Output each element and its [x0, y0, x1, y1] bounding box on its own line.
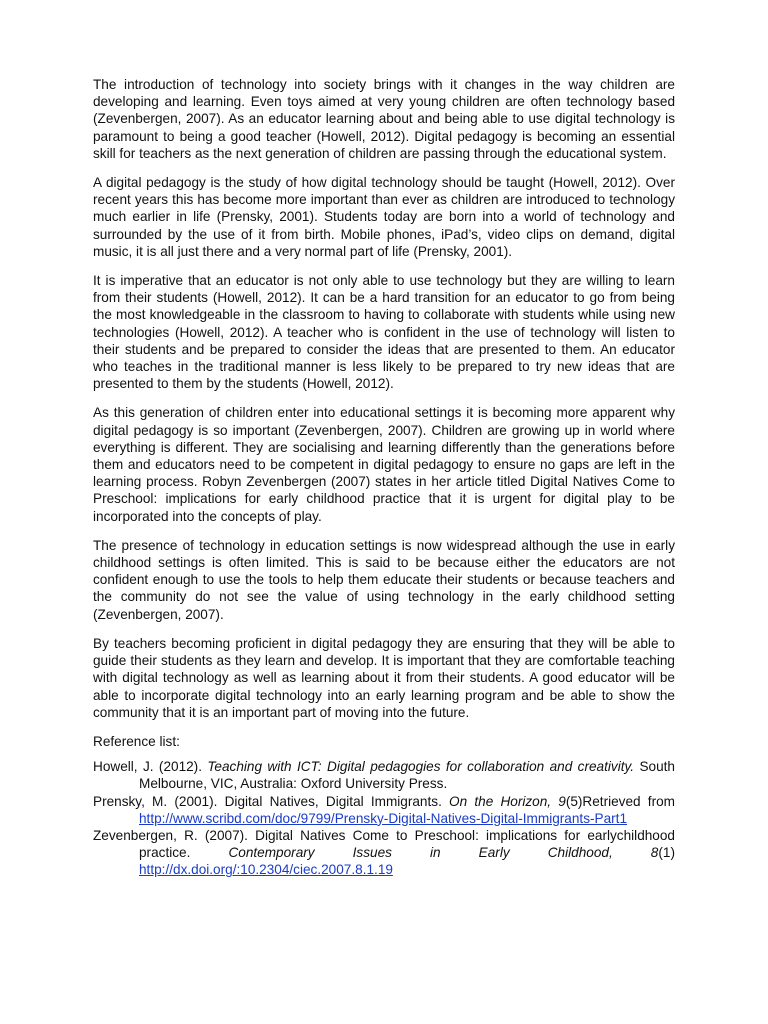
reference-prensky — [93, 793, 675, 827]
reference-zevenbergen-link[interactable]: http://dx.doi.org/:10.2304/ciec.2007.8.1.19 — [139, 862, 393, 878]
reference-zevenbergen-rest: (1) — [658, 845, 675, 861]
paragraph-presence-of-technology: The presence of technology in education settings is now widespread although the use in early childhood settings is often limited. This is said to be because either the educators are not confident enough to use the tools to help them educate their students or because teachers and the community do not see the value of using technology in the early childhood setting (Zevenbergen, 2007). — [93, 537, 675, 622]
paragraph-conclusion: By teachers becoming proficient in digital pedagogy they are ensuring that they will be able to guide their students as they learn and develop. It is important that they are comfortable teaching with digital technology as well as learning about it from their students. A good educator will be able to incorporate digital technology into an early learning program and be able to show the community that it is an important part of moving into the future. — [93, 635, 675, 720]
paragraph-learning-from-students: It is imperative that an educator is not only able to use technology but they are willing to learn from their students (Howell, 2012). It can be a hard transition for an educator to go from being the most knowledgeable in the classroom to having to collaborate with students while using new technologies (Howell, 2012). A teacher who is confident in the use of technology will listen to their students and be prepared to consider the ideas that are presented to them. An educator who teaches in the traditional manner is less likely to be prepared to try new ideas that are presented to them by the students (Howell, 2012). — [93, 273, 675, 392]
reference-howell — [93, 758, 675, 792]
paragraph-digital-pedagogy-definition: A digital pedagogy is the study of how digital technology should be taught (Howell, 2012). Over recent years this has become more important than ever as children are introduced to technology much earlier in life (Prensky, 2001). Students today are born into a world of technology and surrounded by the use of it from birth. Mobile phones, iPad’s, video clips on demand, digital music, it is all just there and a very normal part of life (Prensky, 2001). — [93, 175, 675, 259]
paragraph-introduction: The introduction of technology into society brings with it changes in the way children are developing and learning. Even toys aimed at very young children are often technology based (Zevenbergen, 2007). As an educator learning about and being able to use digital technology is paramount to being a good teacher (Howell, 2012). Digital pedagogy is becoming an essential skill for teachers as the next generation of children are passing through the educational system. — [93, 77, 675, 161]
reference-howell-lead: Howell, J. (2012). — [93, 759, 208, 775]
reference-zevenbergen — [93, 827, 675, 879]
reference-prensky-link[interactable]: http://www.scribd.com/doc/9799/Prensky-Digital-Natives-Digital-Immigrants-Part1 — [139, 810, 628, 826]
paragraph-generation-of-children: As this generation of children enter into educational settings it is becoming more apparent why digital pedagogy is so important (Zevenbergen, 2007). Children are growing up in world where everything is different. They are socialising and learning differently than the generations before them and educators need to be competent in digital pedagogy to ensure no gaps are left in the learning process. Robyn Zevenbergen (2007) states in her article titled Digital Natives Come to Preschool: implications for early childhood practice that it is urgent for digital play to be incorporated into the concepts of play. — [93, 405, 675, 524]
reference-list-heading: Reference list: — [93, 733, 180, 749]
reference-howell-title: Teaching with ICT: Digital pedagogies for collaboration and creativity. — [207, 759, 635, 775]
reference-list — [93, 758, 675, 878]
reference-zevenbergen-lead: Zevenbergen, R. (2007). Digital Natives Come to Preschool: implications for earlychildhood practice. — [93, 827, 675, 861]
reference-zevenbergen-journal: Contemporary Issues in Early Childhood, 8 — [228, 845, 659, 861]
reference-prensky-rest: (5)Retrieved from — [565, 793, 675, 809]
reference-prensky-journal: On the Horizon, 9 — [449, 793, 566, 809]
reference-prensky-lead: Prensky, M. (2001). Digital Natives, Digital Immigrants. — [93, 793, 450, 809]
reference-howell-rest: South Melbourne, VIC, Australia: Oxford University Press. — [139, 759, 675, 792]
